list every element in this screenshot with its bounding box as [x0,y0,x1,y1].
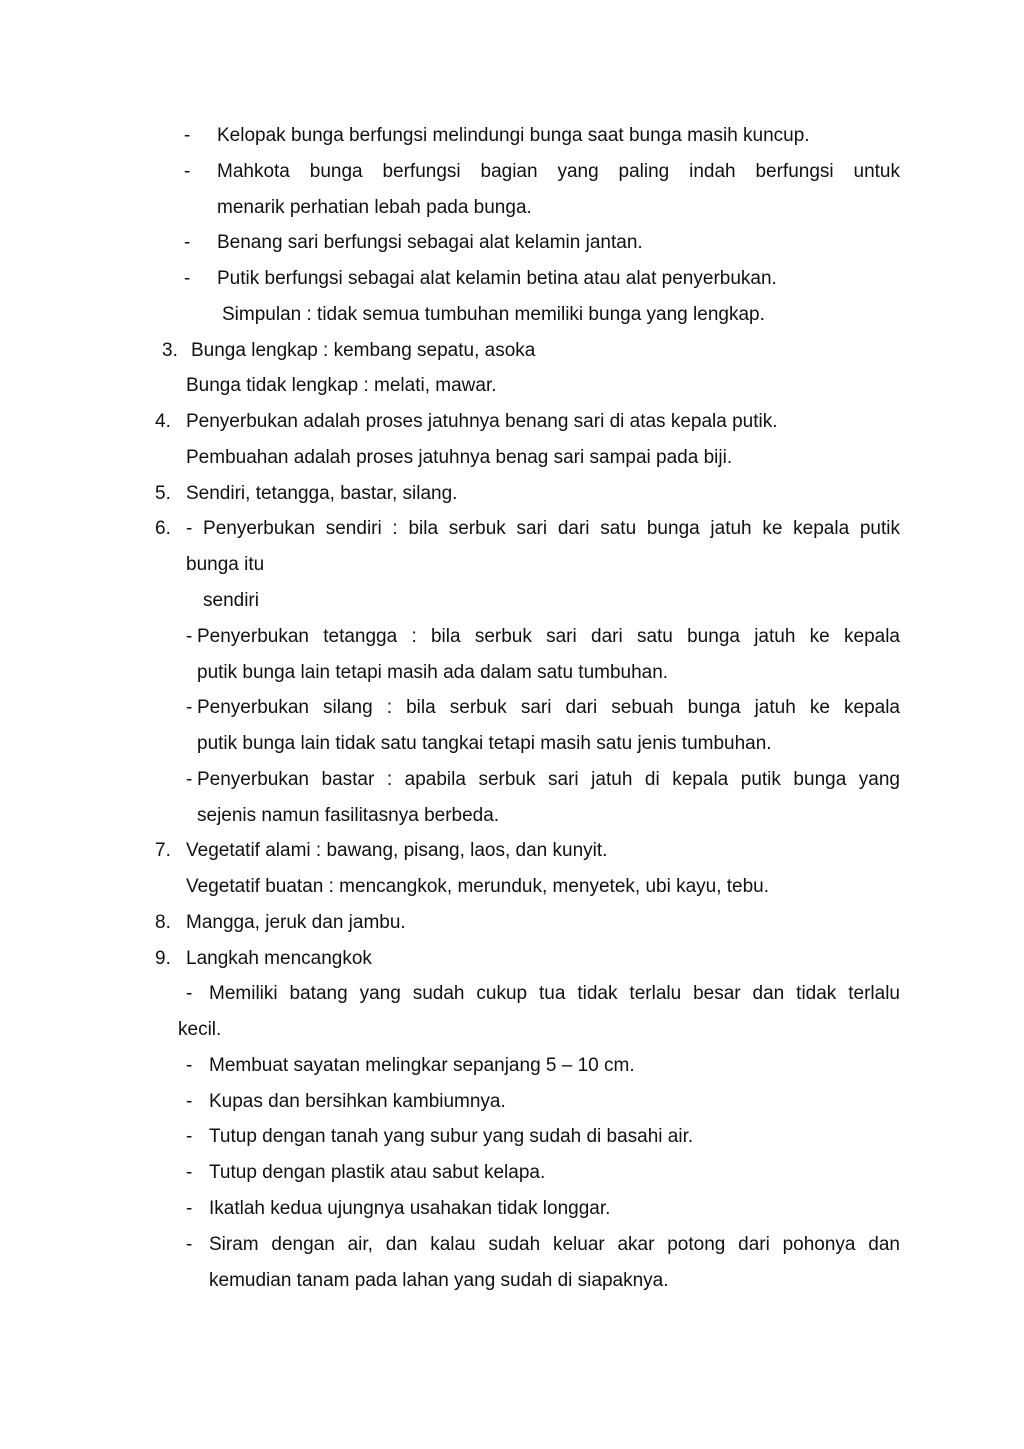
list-item-text: - Penyerbukan sendiri : bila serbuk sari dari satu bunga jatuh ke kepala putik [186,518,900,539]
sub-bullet-text: Penyerbukan tetangga : bila serbuk sari dari satu bunga jatuh ke kepala [197,626,900,647]
step-text: Kupas dan bersihkan kambiumnya. [209,1091,506,1112]
list-item-text: Penyerbukan adalah proses jatuhnya benang sari di atas kepala putik. [186,411,778,432]
list-item-text: Vegetatif buatan : mencangkok, merunduk, menyetek, ubi kayu, tebu. [186,876,770,897]
step-marker: - [186,983,193,1004]
list-item-text: Bunga lengkap : kembang sepatu, asoka [191,340,536,361]
bullet-marker: - [184,232,191,253]
step-text: Memiliki batang yang sudah cukup tua tidak terlalu besar dan tidak terlalu [209,983,900,1004]
list-number: 8. [155,912,171,933]
step-marker: - [186,1091,193,1112]
step-marker: - [186,1198,193,1219]
bullet-text: Mahkota bunga berfungsi bagian yang paling indah berfungsi untuk [217,161,900,182]
sub-bullet-marker: - [186,769,193,790]
step-text: Tutup dengan tanah yang subur yang sudah di basahi air. [209,1126,694,1147]
bullet-text-continued: menarik perhatian lebah pada bunga. [217,197,532,218]
bullet-marker: - [184,268,191,289]
sub-bullet-text: Penyerbukan silang : bila serbuk sari dari sebuah bunga jatuh ke kepala [197,697,900,718]
sub-bullet-marker: - [186,626,193,647]
step-text-continued: kemudian tanam pada lahan yang sudah di siapaknya. [209,1270,669,1291]
bullet-text: Kelopak bunga berfungsi melindungi bunga saat bunga masih kuncup. [217,125,810,146]
step-text: Membuat sayatan melingkar sepanjang 5 – 10 cm. [209,1055,635,1076]
sub-bullet-marker: - [186,697,193,718]
list-item-text: Bunga tidak lengkap : melati, mawar. [186,375,497,396]
list-item-text: Pembuahan adalah proses jatuhnya benag sari sampai pada biji. [186,447,733,468]
step-text-continued: kecil. [178,1019,222,1040]
sub-bullet-text-continued: putik bunga lain tidak satu tangkai tetapi masih satu jenis tumbuhan. [197,733,772,754]
list-item-text: Mangga, jeruk dan jambu. [186,912,406,933]
sub-bullet-text-continued: putik bunga lain tetapi masih ada dalam satu tumbuhan. [197,662,669,683]
list-item-text-continued: bunga itu [186,554,265,575]
list-number: 4. [155,411,171,432]
list-item-text-continued: sendiri [203,590,259,611]
list-number: 9. [155,948,171,969]
step-text: Tutup dengan plastik atau sabut kelapa. [209,1162,546,1183]
list-item-text: Langkah mencangkok [186,948,372,969]
list-item-text: Sendiri, tetangga, bastar, silang. [186,483,458,504]
conclusion-text: Simpulan : tidak semua tumbuhan memiliki bunga yang lengkap. [222,304,765,325]
step-marker: - [186,1234,193,1255]
sub-bullet-text: Penyerbukan bastar : apabila serbuk sari jatuh di kepala putik bunga yang [197,769,900,790]
bullet-marker: - [184,161,191,182]
step-marker: - [186,1126,193,1147]
bullet-text: Benang sari berfungsi sebagai alat kelamin jantan. [217,232,643,253]
sub-bullet-text-continued: sejenis namun fasilitasnya berbeda. [197,805,500,826]
step-marker: - [186,1055,193,1076]
list-number: 6. [155,518,171,539]
list-number: 7. [155,840,171,861]
list-number: 5. [155,483,171,504]
step-text: Ikatlah kedua ujungnya usahakan tidak longgar. [209,1198,611,1219]
list-item-text: Vegetatif alami : bawang, pisang, laos, dan kunyit. [186,840,608,861]
bullet-text: Putik berfungsi sebagai alat kelamin betina atau alat penyerbukan. [217,268,777,289]
list-number: 3. [162,340,178,361]
bullet-marker: - [184,125,191,146]
step-marker: - [186,1162,193,1183]
step-text: Siram dengan air, dan kalau sudah keluar akar potong dari pohonya dan [209,1234,900,1255]
